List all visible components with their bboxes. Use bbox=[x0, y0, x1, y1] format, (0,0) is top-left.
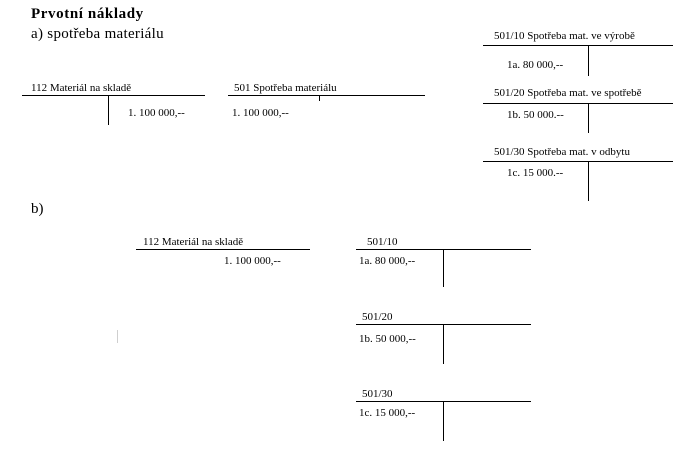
account-501-top-line bbox=[228, 95, 425, 96]
account-112-top-line bbox=[22, 95, 205, 96]
account-501-30-label: 501/30 Spotřeba mat. v odbytu bbox=[494, 146, 630, 158]
account-501-10-label: 501/10 Spotřeba mat. ve výrobě bbox=[494, 30, 635, 42]
account-112-divider bbox=[108, 95, 109, 125]
account-501-divider bbox=[319, 95, 320, 101]
b-account-112-credit: 1. 100 000,-- bbox=[224, 255, 281, 267]
text-cursor bbox=[117, 330, 118, 343]
account-501-20-top-line bbox=[483, 103, 673, 104]
account-501-30-divider bbox=[588, 161, 589, 201]
account-501-30-debit: 1c. 15 000.-- bbox=[507, 167, 564, 179]
b-account-501-10-label: 501/10 bbox=[367, 236, 398, 248]
b-account-501-10-debit: 1a. 80 000,-- bbox=[359, 255, 416, 267]
b-account-501-10-divider bbox=[443, 249, 444, 287]
account-501-20-debit: 1b. 50 000.-- bbox=[507, 109, 564, 121]
section-b-heading: b) bbox=[31, 201, 44, 217]
b-account-501-20-divider bbox=[443, 324, 444, 364]
account-501-10-top-line bbox=[483, 45, 673, 46]
account-112-credit: 1. 100 000,-- bbox=[128, 107, 185, 119]
account-501-30-top-line bbox=[483, 161, 673, 162]
account-501-20-divider bbox=[588, 103, 589, 133]
b-account-501-30-label: 501/30 bbox=[362, 388, 393, 400]
account-501-debit: 1. 100 000,-- bbox=[232, 107, 289, 119]
b-account-501-20-label: 501/20 bbox=[362, 311, 393, 323]
b-account-112-label: 112 Materiál na skladě bbox=[143, 236, 244, 248]
b-account-501-30-divider bbox=[443, 401, 444, 441]
account-501-20-label: 501/20 Spotřeba mat. ve spotřebě bbox=[494, 87, 642, 99]
account-501-10-divider bbox=[588, 45, 589, 76]
account-501-10-debit: 1a. 80 000,-- bbox=[507, 59, 564, 71]
b-account-501-20-debit: 1b. 50 000,-- bbox=[359, 333, 416, 345]
b-account-501-30-debit: 1c. 15 000,-- bbox=[359, 407, 416, 419]
section-a-heading: a) spotřeba materiálu bbox=[31, 26, 164, 42]
b-account-112-top-line bbox=[136, 249, 310, 250]
account-112-label: 112 Materiál na skladě bbox=[31, 82, 132, 94]
page-title: Prvotní náklady bbox=[31, 6, 144, 22]
account-501-label: 501 Spotřeba materiálu bbox=[234, 82, 337, 94]
